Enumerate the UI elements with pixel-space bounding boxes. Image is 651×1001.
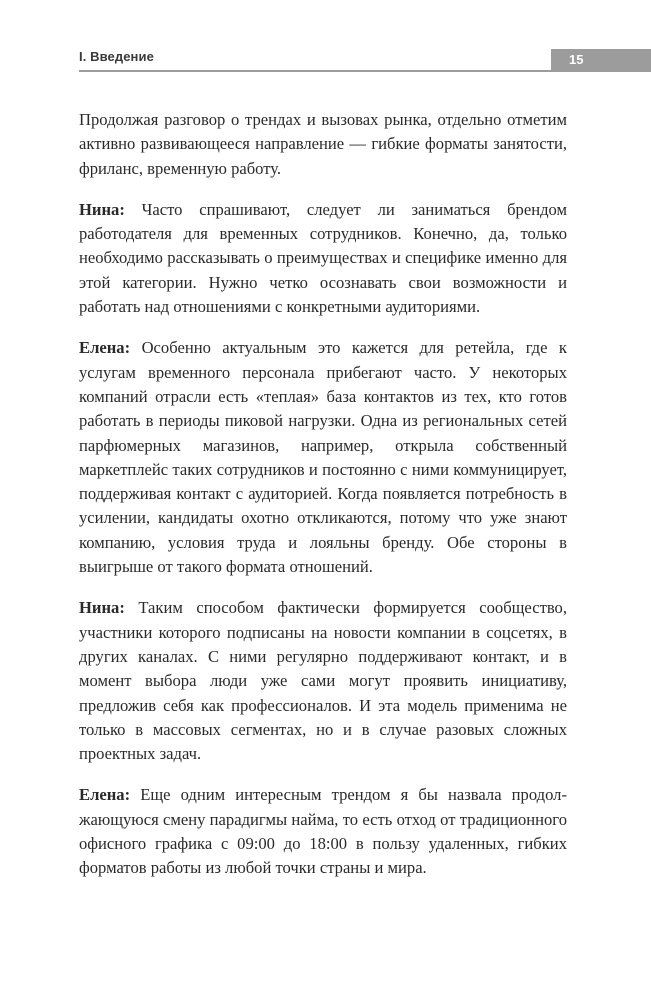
paragraph-text: Часто спрашивают, следует ли заниматься брендом работодателя для временных сотрудников. Конечно, да, только необходимо рассказывать о преимуществах и специфике именно для этой категории. Нужно четко осознавать свои возможности и работать над отношениями с конкретными аудиториями.	[79, 199, 567, 317]
body-text	[79, 108, 567, 898]
speaker-name: Елена:	[79, 338, 131, 358]
paragraph-text: Таким способом фактически формируется сообщество, участники которого подписаны на новости компании в соцсетях, в других каналах. С ними регулярно поддерживают контакт, и в момент выбора люди уже сами могут проявить инициативу, предложив себя как профессионалов. И эта модель применима не только в массовых сегментах, но и в случае разовых сложных проектных задач.	[79, 598, 567, 764]
paragraph-text: Особенно актуальным это кажется для ретейла, где к услугам временного персонала прибегают часто. У некоторых компаний отрасли есть «теплая» база контактов из тех, кто готов работать в периоды пиковой нагрузки. Одна из региональных сетей парфюмерных магазинов, например, открыла собственный маркетплейс таких сотрудников и постоянно с ними коммуницирует, поддерживая контакт с аудиторией. Когда появляется потребность в усилении, кандидаты охотно откликаются, потому что уже знают компанию, условия труда и лояльны бренду. Обе стороны в выигрыше от такого формата отношений.	[79, 338, 567, 577]
paragraph-nina-2	[79, 596, 567, 766]
speaker-name: Нина:	[79, 598, 125, 618]
page-number-tab	[551, 49, 651, 72]
paragraph-text: Еще одним интересным трендом я бы назвала продолжающуюся смену парадигмы найма, то есть отход от традиционного офисного графика с 09:00 до 18:00 в пользу удаленных, гибких форматов работы из любой точки страны и мира.	[79, 785, 567, 878]
section-title: I. Введение	[79, 49, 154, 64]
speaker-name: Нина:	[79, 199, 125, 219]
page-number: 15	[569, 52, 584, 67]
paragraph-elena-1	[79, 336, 567, 579]
paragraph-intro	[79, 108, 567, 181]
paragraph-elena-2	[79, 783, 567, 880]
paragraph-text: Продолжая разговор о трендах и вызовах рынка, отдельно отметим активно развивающееся направление — гибкие форматы занятости, фриланс, временную работу.	[79, 110, 567, 178]
header-rule	[79, 70, 551, 72]
speaker-name: Елена:	[79, 785, 131, 805]
paragraph-nina-1	[79, 198, 567, 319]
